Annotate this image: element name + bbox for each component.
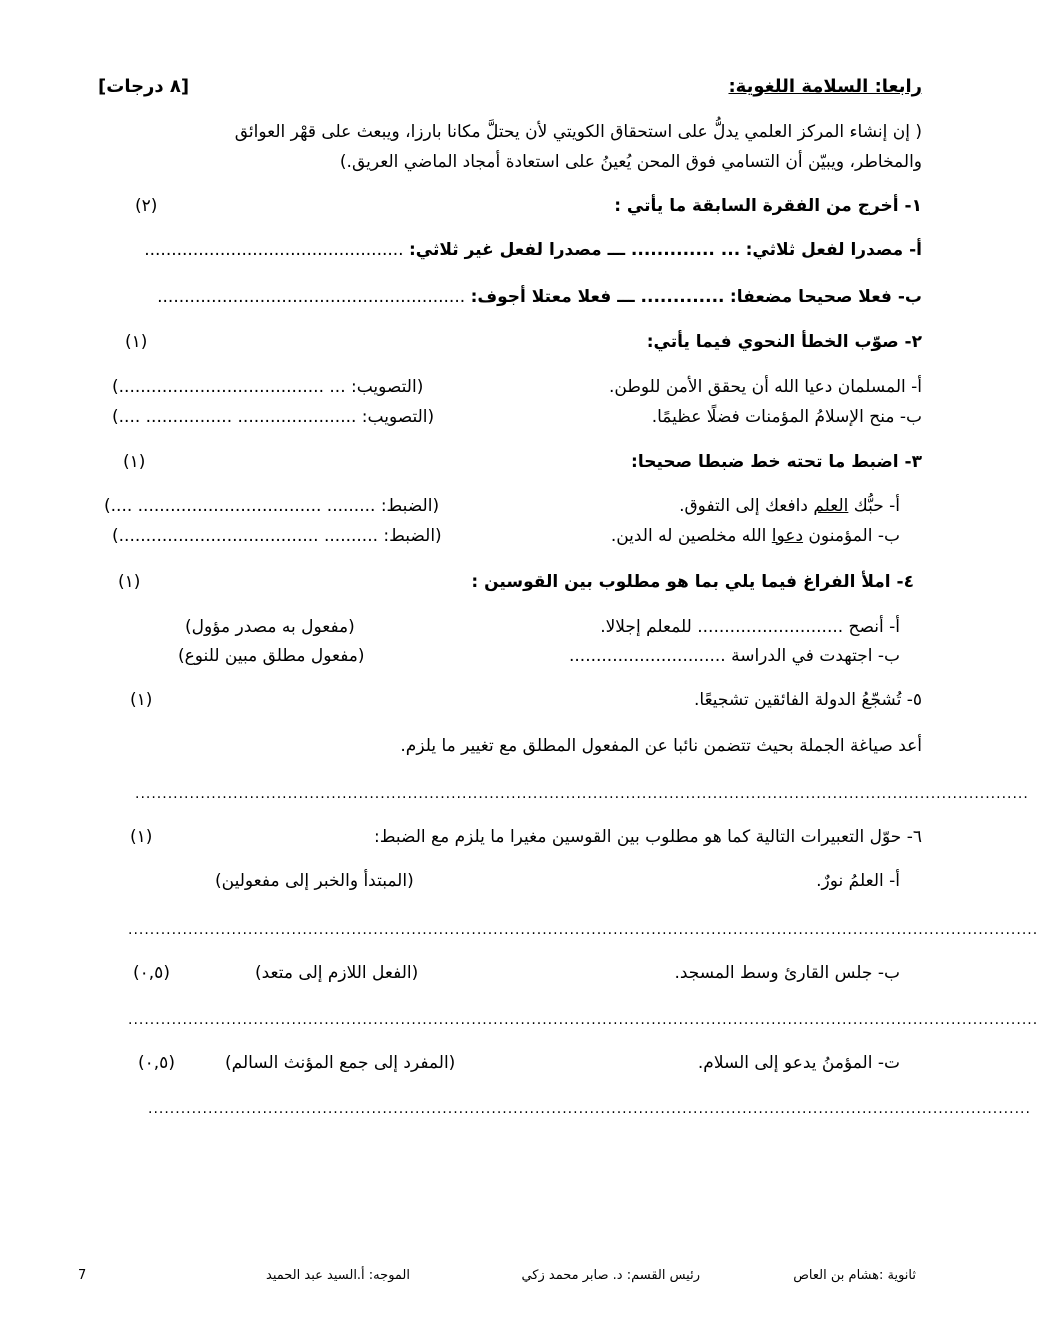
q1-a-dots: ................................................ xyxy=(144,240,404,260)
q6-title: ٦- حوّل التعبيرات التالية كما هو مطلوب بين القوسين مغيرا ما يلزم مع الضبط: xyxy=(373,827,922,847)
q3-b-fix: (الضبط: .......... .....................................) xyxy=(112,526,442,546)
q3-a-sentence: أ- حبُّك العلم دافعك إلى التفوق. xyxy=(679,496,900,516)
q6-a-sentence: أ- العلمُ نورٌ. xyxy=(816,871,900,891)
q2-b-sentence: ب- منح الإسلامُ المؤمنات فضلًا عظيمًا. xyxy=(651,407,922,427)
q4-a-req: (مفعول به مصدر مؤول) xyxy=(185,617,355,637)
q3-b-underlined: دعوا xyxy=(771,526,804,546)
q3-b-sentence: ب- المؤمنون دعوا الله مخلصين له الدين. xyxy=(610,526,900,546)
q6-c-answer-line[interactable]: .................................................................................................................................................................. xyxy=(148,1101,1031,1117)
passage-line-2: والمخاطر، ويبيّن أن التسامي فوق المحن يُعينُ على استعادة أمجاد الماضي العريق.) xyxy=(339,152,922,172)
q1-title: ١- أخرج من الفقرة السابقة ما يأتي : xyxy=(614,196,922,216)
footer-school: ثانوية :هشام بن العاص xyxy=(793,1268,916,1283)
q1-b-dots: ......................................................... xyxy=(157,287,466,307)
q1-b-line xyxy=(157,286,922,308)
q6-a-answer-line[interactable]: ....................................................................................................................................................................... xyxy=(128,922,1038,938)
q6-b-sentence: ب- جلس القارئ وسط المسجد. xyxy=(674,963,900,983)
passage-line-1: ( إن إنشاء المركز العلمي يدلُّ على استحقاق الكويتي لأن يحتلَّ مكانا بارزا، ويبعث على قهْر العوائق xyxy=(234,122,922,142)
section-title: رابعا: السلامة اللغوية: xyxy=(728,76,922,97)
q6-c-score: (٠,٥) xyxy=(138,1053,175,1073)
q6-b-req: (الفعل اللازم إلى متعد) xyxy=(255,963,419,983)
q4-b-sentence: ب- اجتهدت في الدراسة ............................. xyxy=(568,646,900,666)
marks-label: [٨ درجات] xyxy=(98,76,190,97)
q6-a-req: (المبتدأ والخبر إلى مفعولين) xyxy=(215,871,414,891)
q2-score: (١) xyxy=(125,332,148,352)
q1-b-mid: ............. ـــ فعلا معتلا أجوف: xyxy=(470,287,725,307)
q6-b-answer-line[interactable]: ....................................................................................................................................................................... xyxy=(128,1012,1038,1028)
q1-a-label: أ- مصدرا لفعل ثلاثي: xyxy=(745,240,922,260)
q1-b-label: ب- فعلا صحيحا مضعفا: xyxy=(729,287,922,307)
footer-supervisor: الموجه: أ.السيد عبد الحميد xyxy=(266,1268,410,1283)
q3-score: (١) xyxy=(123,452,146,472)
q2-title: ٢- صوّب الخطأ النحوي فيما يأتي: xyxy=(646,332,922,352)
q3-a-fix: (الضبط: ......... .................................. ....) xyxy=(104,496,440,516)
q1-a-line xyxy=(144,239,922,261)
q5-instruction: أعد صياغة الجملة بحيث تتضمن نائبا عن المفعول المطلق مع تغيير ما يلزم. xyxy=(400,736,922,756)
q5-title: ٥- تُشجّعُ الدولة الفائقين تشجيعًا. xyxy=(693,690,922,710)
page-number: 7 xyxy=(78,1268,87,1283)
q2-a-sentence: أ- المسلمان دعيا الله أن يحقق الأمن للوطن. xyxy=(609,377,922,397)
q6-score: (١) xyxy=(130,827,153,847)
q2-a-fix: (التصويب: ... ......................................) xyxy=(112,377,424,397)
q1-a-mid: ... ............. ـــ مصدرا لفعل غير ثلاثي: xyxy=(409,240,741,260)
q2-b-fix: (التصويب: ...................... ................ ....) xyxy=(112,407,435,427)
footer-department-head: رئيس القسم: د. صابر محمد زكي xyxy=(521,1268,700,1283)
q4-title: ٤- املأ الفراغ فيما يلي بما هو مطلوب بين القوسين : xyxy=(471,572,914,592)
q6-c-sentence: ت- المؤمنُ يدعو إلى السلام. xyxy=(697,1053,900,1073)
q3-a-underlined: العلم xyxy=(813,496,849,516)
q6-c-req: (المفرد إلى جمع المؤنث السالم) xyxy=(225,1053,456,1073)
q3-title: ٣- اضبط ما تحته خط ضبطا صحيحا: xyxy=(631,452,922,472)
q4-score: (١) xyxy=(118,572,141,592)
q1-score: (٢) xyxy=(135,196,158,216)
q6-b-score: (٠,٥) xyxy=(133,963,170,983)
q4-b-req: (مفعول مطلق مبين للنوع) xyxy=(178,646,365,666)
q4-a-sentence: أ- أنصح ........................... للمعلم إجلالا. xyxy=(600,617,900,637)
q5-score: (١) xyxy=(130,690,153,710)
q5-answer-line[interactable]: .................................................................................................................................................................... xyxy=(135,786,1029,802)
